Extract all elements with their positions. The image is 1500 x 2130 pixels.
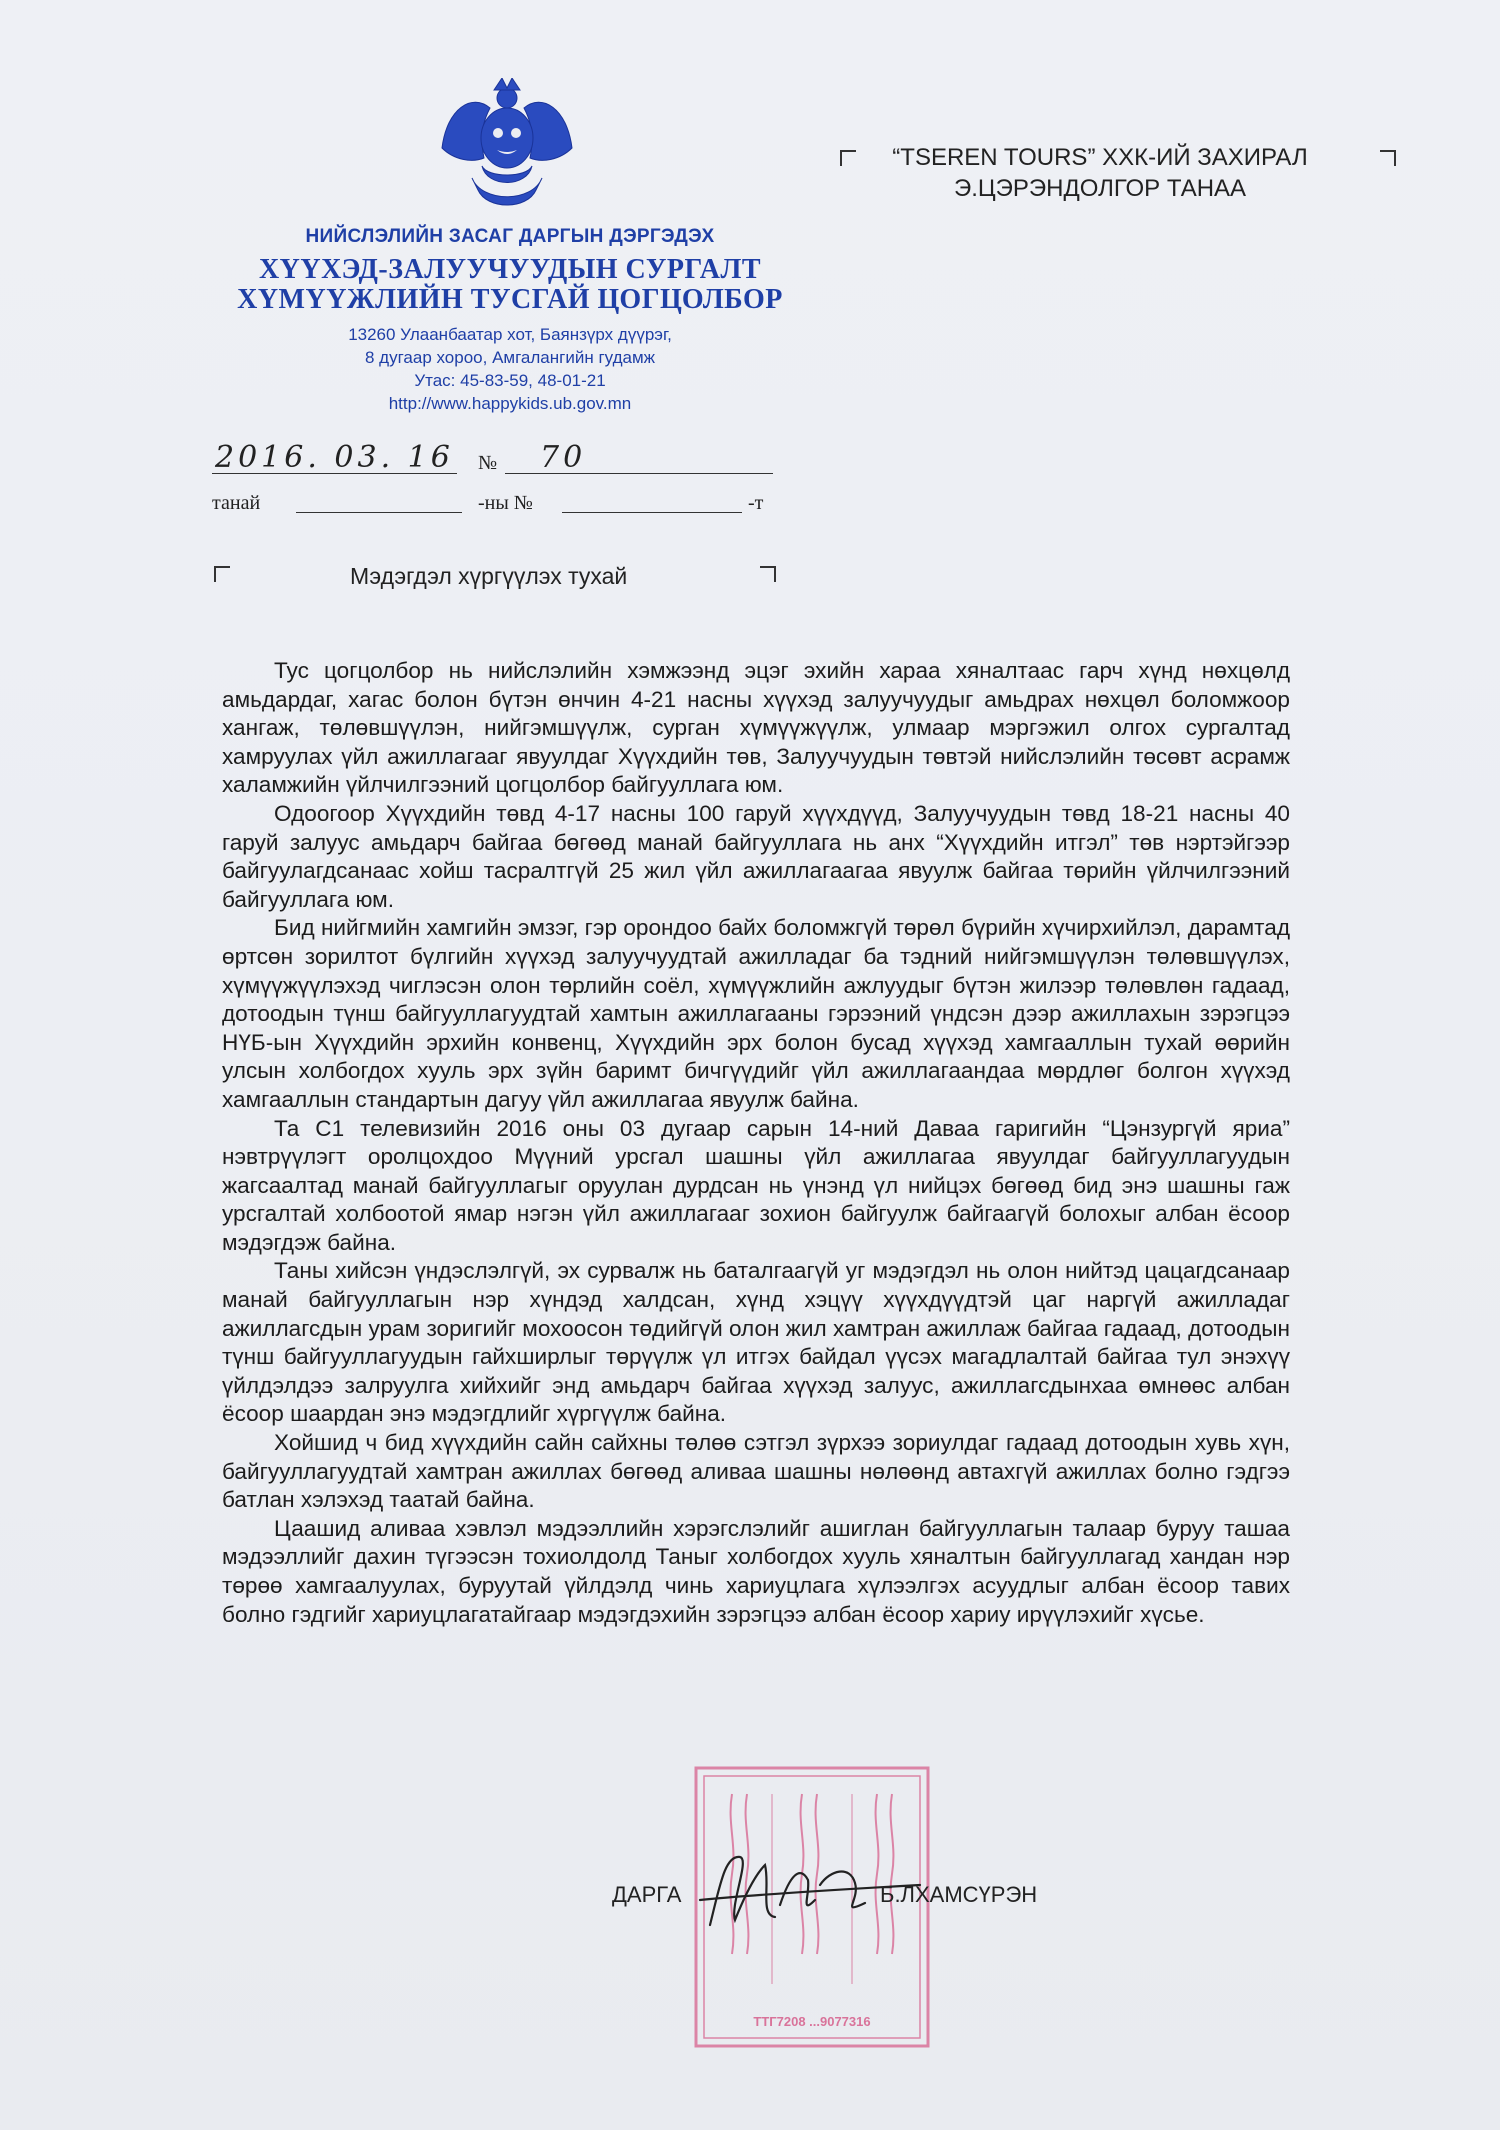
- body-paragraph: Одоогоор Хүүхдийн төвд 4-17 насны 100 гаруй хүүхдүүд, Залуучуудын төвд 18-21 насны 40 гаруй залуус амьдарч байгаа бөгөөд манай байгууллага нь анх “Хүүхдийн итгэл” төв нэртэйгээр байгуулагдсанаас хойш тасралтгүй 25 жил үйл ажиллагаагаа явуулж байгаа төрийн үйлчилгээний байгууллага юм.: [222, 800, 1290, 912]
- date-underline: [212, 473, 457, 474]
- body-paragraph: Та С1 телевизийн 2016 оны 03 дугаар сарын 14-ний Даваа гаригийн “Цэнзургүй яриа” нэвтрүүлэгт оролцохдоо Мүүний урсгал шашны үйл ажиллагаа явуулдаг байгууллагуудын жагсаалтад манай байгууллагыг оруулан дурдсан нь үнэнд үл нийцэх бөгөөд бид энэ шашны гаж урсгалтай холбоотой ямар нэгэн үйл ажиллагааг зохион байгуулж байгаагүй болохыг албан ёсоор мэдэгдэж байна.: [222, 1115, 1290, 1255]
- reference-suffix: -т: [748, 492, 764, 514]
- yours-number-underline: [562, 512, 742, 513]
- organization-name-line2: ХҮМҮҮЖЛИЙН ТУСГАЙ ЦОГЦОЛБОР: [237, 284, 783, 315]
- handwritten-number: 70: [540, 440, 587, 475]
- yours-label: танай: [212, 492, 261, 514]
- corner-mark: [760, 566, 776, 582]
- recipient-block: [860, 142, 1340, 204]
- signatory-name: Б.ЛХАМСҮРЭН: [880, 1882, 1038, 1907]
- soyombo-garuda-emblem-icon: [432, 78, 582, 214]
- address-line2: 8 дугаар хороо, Амгалангийн гудамж: [364, 348, 656, 367]
- corner-mark: [1380, 150, 1396, 166]
- organization-name-line1: ХҮҮХЭД-ЗАЛУУЧУУДЫН СУРГАЛТ: [258, 254, 762, 285]
- body-paragraph: Бид нийгмийн хамгийн эмзэг, гэр орондоо байх боломжгүй төрөл бүрийн хүчирхийлэл, дарамтад өртсөн зорилтот бүлгийн хүүхэд залуучуудтай ажилладаг ба тэдний нийгэмшүүлэн төлөвшүүлэх, хүмүүжүүлэхэд чиглэсэн олон төрлийн соёл, хүмүүжлийн ажлуудыг бүтэн жилээр төлөвлөн гадаад, дотоодын түнш байгууллагуудтай хамтын ажиллагааны гэрээний үндсэн дээр ажиллахын зэрэгцээ НҮБ-ын Хүүхдийн эрхийн конвенц, Хүүхдийн эрх болон бусад хүүхэд хамгааллын тухай өөрийн улсын холбогдох хууль эрх зүйн баримт бичгүүдийг үйл ажиллагаандаа мөрдлөг болгон хүүхэд хамгааллын стандартын дагуу үйл ажиллагаа явуулж байна.: [222, 915, 1290, 1112]
- yours-date-underline: [296, 512, 462, 513]
- letter-body: [222, 657, 1290, 1629]
- signatory-title: ДАРГА: [612, 1882, 682, 1907]
- phone-number: Утас: 45-83-59, 48-01-21: [414, 371, 606, 390]
- number-label: №: [478, 452, 498, 474]
- body-paragraph: Тус цогцолбор нь нийслэлийн хэмжээнд эцэг эхийн хараа хяналтаас гарч хүнд нөхцөлд амьдардаг, хагас болон бүтэн өнчин 4-21 насны хүүхэд залуучуудыг амьдрах нөхцөл боломжоор хангаж, төлөвшүүлэн, нийгэмшүүлж, сурган хүмүүжүүлж, улмаар мэргэжил олгох сургалтад хамруулах үйл ажиллагааг явуулдаг Хүүхдийн төв, Залуучуудын төвтэй нийслэлийн төсөвт асрамж халамжийн үйлчилгээний цогцолбор байгууллага юм.: [222, 658, 1290, 798]
- recipient-line2: Э.ЦЭРЭНДОЛГОР ТАНАА: [953, 175, 1247, 202]
- address-line1: 13260 Улаанбаатар хот, Баянзүрх дүүрэг,: [348, 325, 672, 344]
- body-paragraph: Таны хийсэн үндэслэлгүй, эх сурвалж нь баталгаагүй уг мэдэгдэл нь олон нийтэд цацагдсанаар манай байгууллагын нэр хүндэд халдсан, хүнд хэцүү хүүхдүүдтэй цаг наргүй ажилладаг ажиллагсдын урам зоригийг мохоосон төдийгүй олон жил хамтран ажиллаж байгаа гадаад, дотоодын түнш байгууллагуудын гайхширлыг төрүүлж үл итгэх байдал үүсэх магадлалтай байгаа тул энэхүү үйлдэлдээ залруулга хийхийг энд амьдарч байгаа хүүхэд залуус, ажиллагсдынхаа өмнөөс албан ёсоор шаардан энэ мэдэгдлийг хүргүүлж байна.: [222, 1258, 1290, 1427]
- body-paragraph: Цаашид аливаа хэвлэл мэдээллийн хэрэгслэлийг ашиглан байгууллагын талаар буруу ташаа мэдээллийг дахин түгээсэн тохиолдолд Таныг холбогдох хууль хяналтын байгууллагад хандан нэр төрөө хамгаалуулах, буруутай үйлдэлд чинь хариуцлага хүлээлгэх асуудлыг албан ёсоор тавих болно гэдгийг хариуцлагатайгаар мэдэгдэхийн зэрэгцээ албан ёсоор хариу ирүүлэхийг хүсье.: [222, 1515, 1290, 1627]
- stamp-text: ТТГ7208 ...9077316: [753, 2014, 871, 2029]
- body-paragraph: Хойшид ч бид хүүхдийн сайн сайхны төлөө сэтгэл зүрхээ зориулдаг гадаад дотоодын хувь хүн, байгууллагуудтай хамтран ажиллах бөгөөд аливаа шашны нөлөөнд автахгүй ажиллах болно гэдгээ батлан хэлэхэд таатай байна.: [222, 1430, 1290, 1513]
- recipient-line1: “TSEREN TOURS” ХХК-ИЙ ЗАХИРАЛ: [892, 144, 1308, 171]
- yours-number-label: -ны №: [478, 492, 533, 514]
- parent-organization: НИЙСЛЭЛИЙН ЗАСАГ ДАРГЫН ДЭРГЭДЭХ: [305, 226, 715, 247]
- subject-line: Мэдэгдэл хүргүүлэх тухай: [350, 563, 628, 589]
- corner-mark: [214, 566, 230, 582]
- handwritten-date: 2016. 03. 16: [215, 440, 454, 475]
- number-underline: [505, 473, 773, 474]
- website-link[interactable]: http://www.happykids.ub.gov.mn: [388, 394, 632, 413]
- corner-mark: [840, 150, 856, 166]
